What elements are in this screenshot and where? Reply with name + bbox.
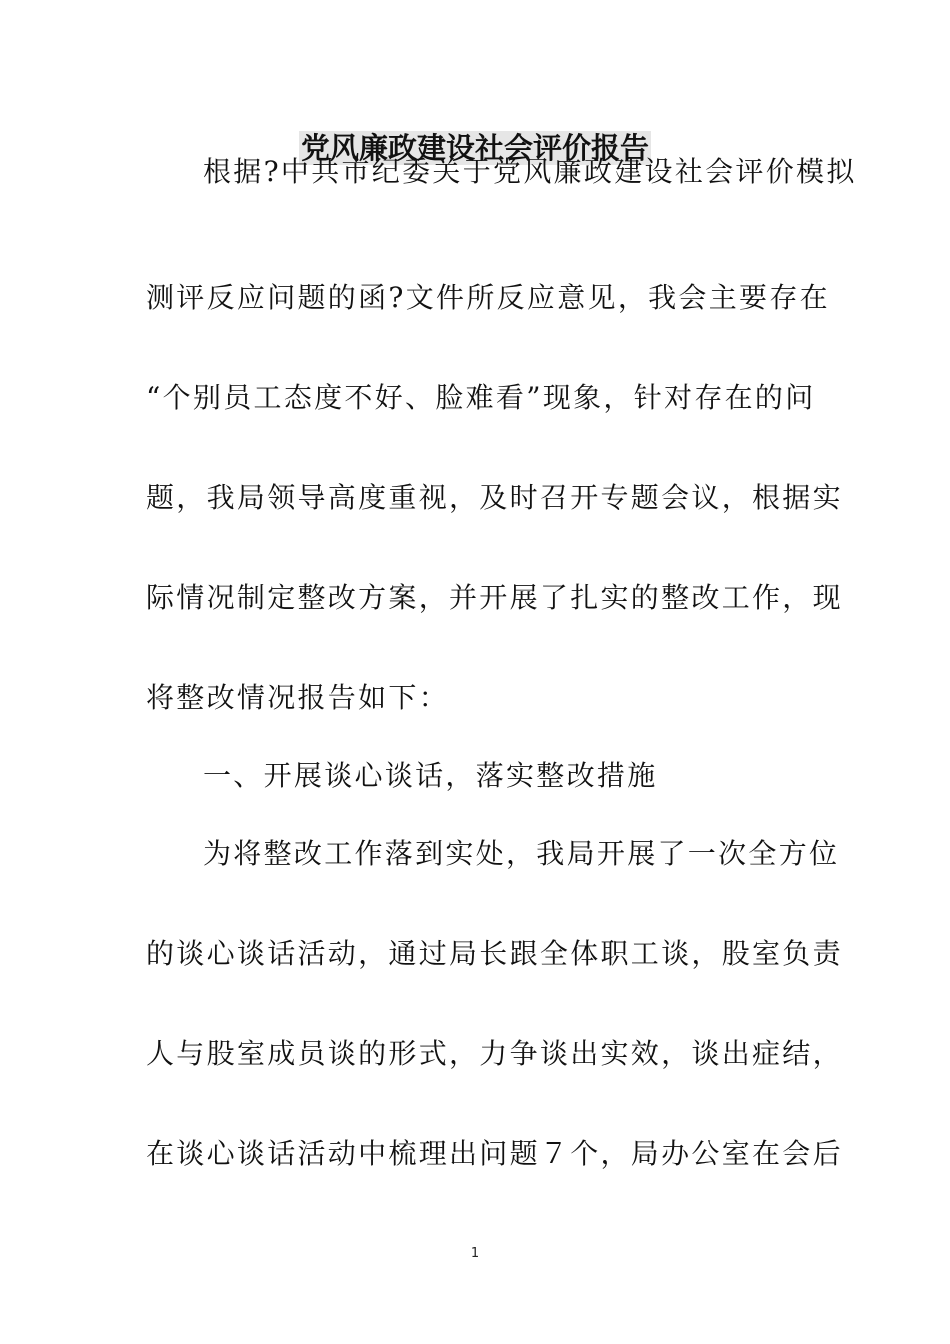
body-line-4: 题，我局领导高度重视，及时召开专题会议，根据实: [146, 481, 843, 514]
body-line-6: 将整改情况报告如下：: [146, 681, 450, 714]
document-title-text: 党风廉政建设社会评价报告: [300, 131, 649, 165]
body-line-3: “个别员工态度不好、脸难看”现象，针对存在的问: [146, 381, 816, 414]
body-line-2: 测评反应问题的函?文件所反应意见，我会主要存在: [146, 281, 830, 314]
body-line-1: 根据?中共市纪委关于党风廉政建设社会评价模拟: [203, 155, 857, 188]
page-number: 1: [470, 1246, 480, 1261]
body-line-10: 在谈心谈话活动中梳理出问题７个，局办公室在会后: [146, 1137, 843, 1170]
section-heading-1: 一、开展谈心谈话，落实整改措施: [203, 759, 658, 792]
body-line-8: 的谈心谈话活动，通过局长跟全体职工谈，股室负责: [146, 937, 843, 970]
body-line-7: 为将整改工作落到实处，我局开展了一次全方位: [203, 837, 840, 870]
body-line-5: 际情况制定整改方案，并开展了扎实的整改工作，现: [146, 581, 843, 614]
body-line-9: 人与股室成员谈的形式，力争谈出实效，谈出症结，: [146, 1037, 843, 1070]
